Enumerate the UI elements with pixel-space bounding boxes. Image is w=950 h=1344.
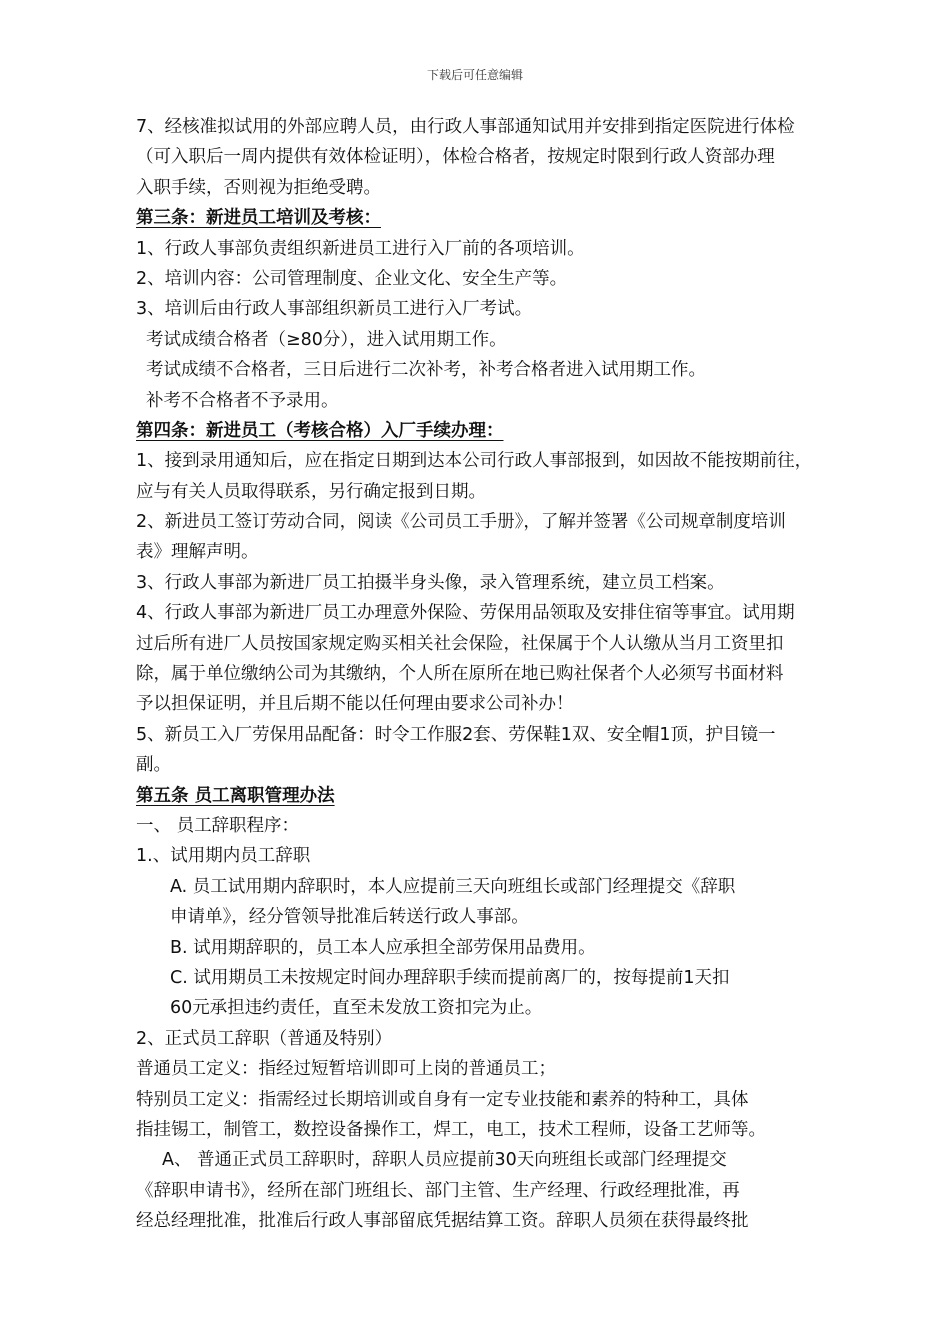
- text-line: 申请单》，经分管领导批准后转送行政人事部。: [170, 907, 529, 928]
- text-line: 1、行政人事部负责组织新进员工进行入厂前的各项培训。: [136, 238, 585, 259]
- page-header: 下载后可任意编辑: [426, 68, 523, 82]
- text-line: 《辞职申请书》，经所在部门班组长、部门主管、生产经理、行政经理批准，再: [136, 1180, 740, 1201]
- text-line: 一、 员工辞职程序：: [136, 815, 300, 836]
- text-line: 3、培训后由行政人事部组织新员工进行入厂考试。: [136, 299, 533, 320]
- text-line: 1、接到录用通知后，应在指定日期到达本公司行政人事部报到，如因故不能按期前往，: [136, 451, 813, 472]
- text-line: 2、正式员工辞职（普通及特别）: [136, 1028, 393, 1049]
- text-line: 2、新进员工签订劳动合同，阅读《公司员工手册》，了解并签署《公司规章制度培训: [136, 512, 786, 533]
- text-line: 7、经核准拟试用的外部应聘人员，由行政人事部通知试用并安排到指定医院进行体检: [136, 117, 795, 137]
- text-line: 入职手续，否则视为拒绝受聘。: [136, 177, 381, 198]
- text-line: 3、行政人事部为新进厂员工拍摄半身头像，录入管理系统，建立员工档案。: [136, 572, 725, 593]
- text-line: 表》理解声明。: [136, 542, 259, 563]
- text-line: 普通员工定义：指经过短暂培训即可上岗的普通员工；: [136, 1059, 556, 1080]
- text-line: 指挂锡工，制管工，数控设备操作工，焊工，电工，技术工程师，设备工艺师等。: [136, 1119, 766, 1140]
- text-line: （可入职后一周内提供有效体检证明），体检合格者，按规定时限到行政人资部办理: [136, 147, 775, 168]
- text-line: 5、新员工入厂劳保用品配备：时令工作服2套、劳保鞋1双、安全帽1顶，护目镜一: [136, 724, 776, 745]
- text-line: 4、行政人事部为新进厂员工办理意外保险、劳保用品领取及安排住宿等事宜。试用期: [136, 603, 795, 624]
- text-line: 副。: [136, 755, 171, 776]
- text-line: 经总经理批准，批准后行政人事部留底凭据结算工资。辞职人员须在获得最终批: [136, 1211, 749, 1232]
- text-line: 考试成绩合格者（≥80分），进入试用期工作。: [146, 329, 507, 350]
- text-line: 特别员工定义：指需经过长期培训或自身有一定专业技能和素养的特种工，具体: [136, 1089, 749, 1110]
- text-line: C. 试用期员工未按规定时间办理辞职手续而提前离厂的，按每提前1天扣: [170, 967, 730, 988]
- text-line: 考试成绩不合格者，三日后进行二次补考，补考合格者进入试用期工作。: [146, 360, 706, 381]
- section-heading: 第三条：新进员工培训及考核：: [136, 208, 381, 229]
- text-line: 过后所有进厂人员按国家规定购买相关社会保险，社保属于个人认缴从当月工资里扣: [136, 633, 784, 654]
- text-line: A. 员工试用期内辞职时，本人应提前三天向班组长或部门经理提交《辞职: [170, 876, 736, 897]
- section-heading: 第四条：新进员工（考核合格）入厂手续办理：: [136, 420, 504, 441]
- text-line: 1.、试用期内员工辞职: [136, 846, 311, 867]
- section-heading: 第五条 员工离职管理办法: [136, 785, 335, 806]
- text-line: 60元承担违约责任，直至未发放工资扣完为止。: [170, 998, 543, 1019]
- text-line: A、 普通正式员工辞职时，辞职人员应提前30天向班组长或部门经理提交: [162, 1150, 727, 1171]
- text-line: 补考不合格者不予录用。: [146, 390, 339, 411]
- text-line: 2、培训内容：公司管理制度、企业文化、安全生产等。: [136, 268, 568, 289]
- document-body: [136, 112, 876, 1236]
- text-line: 予以担保证明，并且后期不能以任何理由要求公司补办！: [136, 694, 574, 715]
- text-line: 除，属于单位缴纳公司为其缴纳，个人所在原所在地已购社保者个人必须写书面材料: [136, 664, 784, 685]
- text-line: B. 试用期辞职的，员工本人应承担全部劳保用品费用。: [170, 937, 596, 958]
- text-line: 应与有关人员取得联系，另行确定报到日期。: [136, 481, 486, 502]
